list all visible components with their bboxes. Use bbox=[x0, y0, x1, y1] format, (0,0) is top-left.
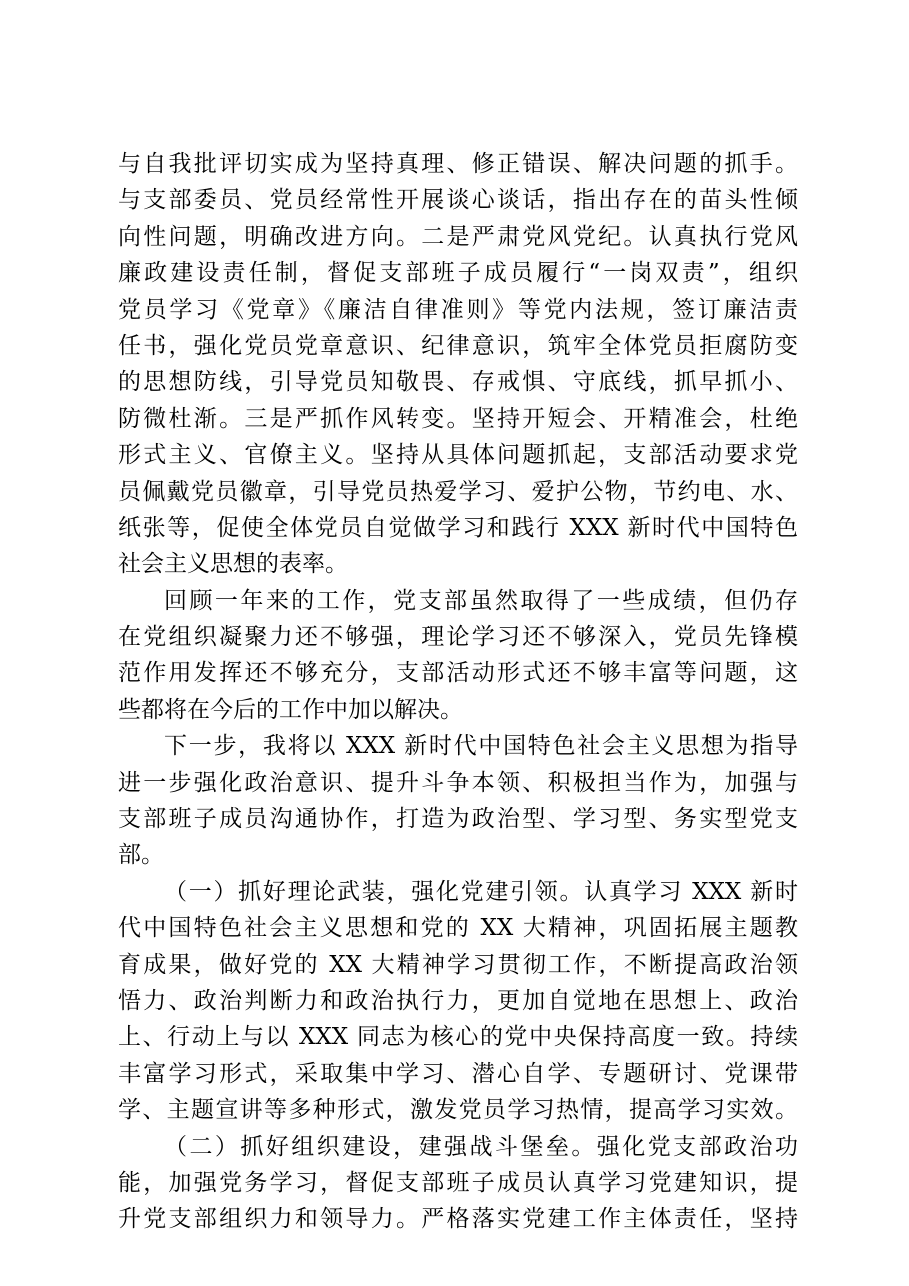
text-line: 社会主义思想的表率。 bbox=[118, 551, 348, 578]
text-line: 在党组织凝聚力还不够强，理论学习还不够深入，党员先锋模 bbox=[118, 624, 798, 651]
text-line: （二）抓好组织建设，建强战斗堡垒。强化党支部政治功 bbox=[164, 1133, 798, 1160]
text-line: 部。 bbox=[118, 842, 164, 869]
text-line: 纸张等，促使全体党员自觉做学习和践行 XXX 新时代中国特色 bbox=[118, 514, 798, 541]
document-body-text bbox=[118, 146, 798, 1238]
text-line: 上、行动上与以 XXX 同志为核心的党中央保持高度一致。持续 bbox=[118, 1024, 798, 1051]
text-line: 与自我批评切实成为坚持真理、修正错误、解决问题的抓手。 bbox=[118, 151, 798, 177]
text-line: 悟力、政治判断力和政治执行力，更加自觉地在思想上、政治 bbox=[118, 987, 798, 1014]
text-line: （一）抓好理论武装，强化党建引领。认真学习 XXX 新时 bbox=[164, 878, 798, 905]
text-line: 任书，强化党员党章意识、纪律意识，筑牢全体党员拒腐防变 bbox=[118, 332, 798, 359]
text-line: 范作用发挥还不够充分，支部活动形式还不够丰富等问题，这 bbox=[118, 660, 798, 687]
text-line: 育成果，做好党的 XX 大精神学习贯彻工作，不断提高政治领 bbox=[118, 951, 798, 978]
text-line: 廉政建设责任制，督促支部班子成员履行“一岗双责”，组织 bbox=[118, 260, 798, 287]
text-line: 能，加强党务学习，督促支部班子成员认真学习党建知识，提 bbox=[118, 1169, 798, 1196]
text-line: 回顾一年来的工作，党支部虽然取得了一些成绩，但仍存 bbox=[164, 587, 798, 614]
text-line: 形式主义、官僚主义。坚持从具体问题抓起，支部活动要求党 bbox=[118, 442, 798, 469]
text-line: 防微杜渐。三是严抓作风转变。坚持开短会、开精准会，杜绝 bbox=[118, 405, 798, 432]
text-line: 员佩戴党员徽章，引导党员热爱学习、爱护公物，节约电、水、 bbox=[118, 478, 798, 505]
text-line: 进一步强化政治意识、提升斗争本领、积极担当作为，加强与 bbox=[118, 769, 798, 796]
text-line: 学、主题宣讲等多种形式，激发党员学习热情，提高学习实效。 bbox=[118, 1097, 798, 1124]
text-line: 下一步，我将以 XXX 新时代中国特色社会主义思想为指导 bbox=[164, 733, 798, 760]
text-line: 支部班子成员沟通协作，打造为政治型、学习型、务实型党支 bbox=[118, 806, 798, 833]
text-line: 党员学习《党章》《廉洁自律准则》等党内法规，签订廉洁责 bbox=[118, 296, 798, 323]
text-line: 丰富学习形式，采取集中学习、潜心自学、专题研讨、党课带 bbox=[118, 1060, 798, 1087]
text-line: 的思想防线，引导党员知敬畏、存戒惧、守底线，抓早抓小、 bbox=[118, 369, 798, 396]
text-line: 些都将在今后的工作中加以解决。 bbox=[118, 696, 463, 723]
text-line: 向性问题，明确改进方向。二是严肃党风党纪。认真执行党风 bbox=[118, 223, 798, 250]
text-line: 与支部委员、党员经常性开展谈心谈话，指出存在的苗头性倾 bbox=[118, 187, 798, 214]
text-line: 代中国特色社会主义思想和党的 XX 大精神，巩固拓展主题教 bbox=[118, 915, 798, 942]
text-line: 升党支部组织力和领导力。严格落实党建工作主体责任，坚持 bbox=[118, 1206, 798, 1233]
